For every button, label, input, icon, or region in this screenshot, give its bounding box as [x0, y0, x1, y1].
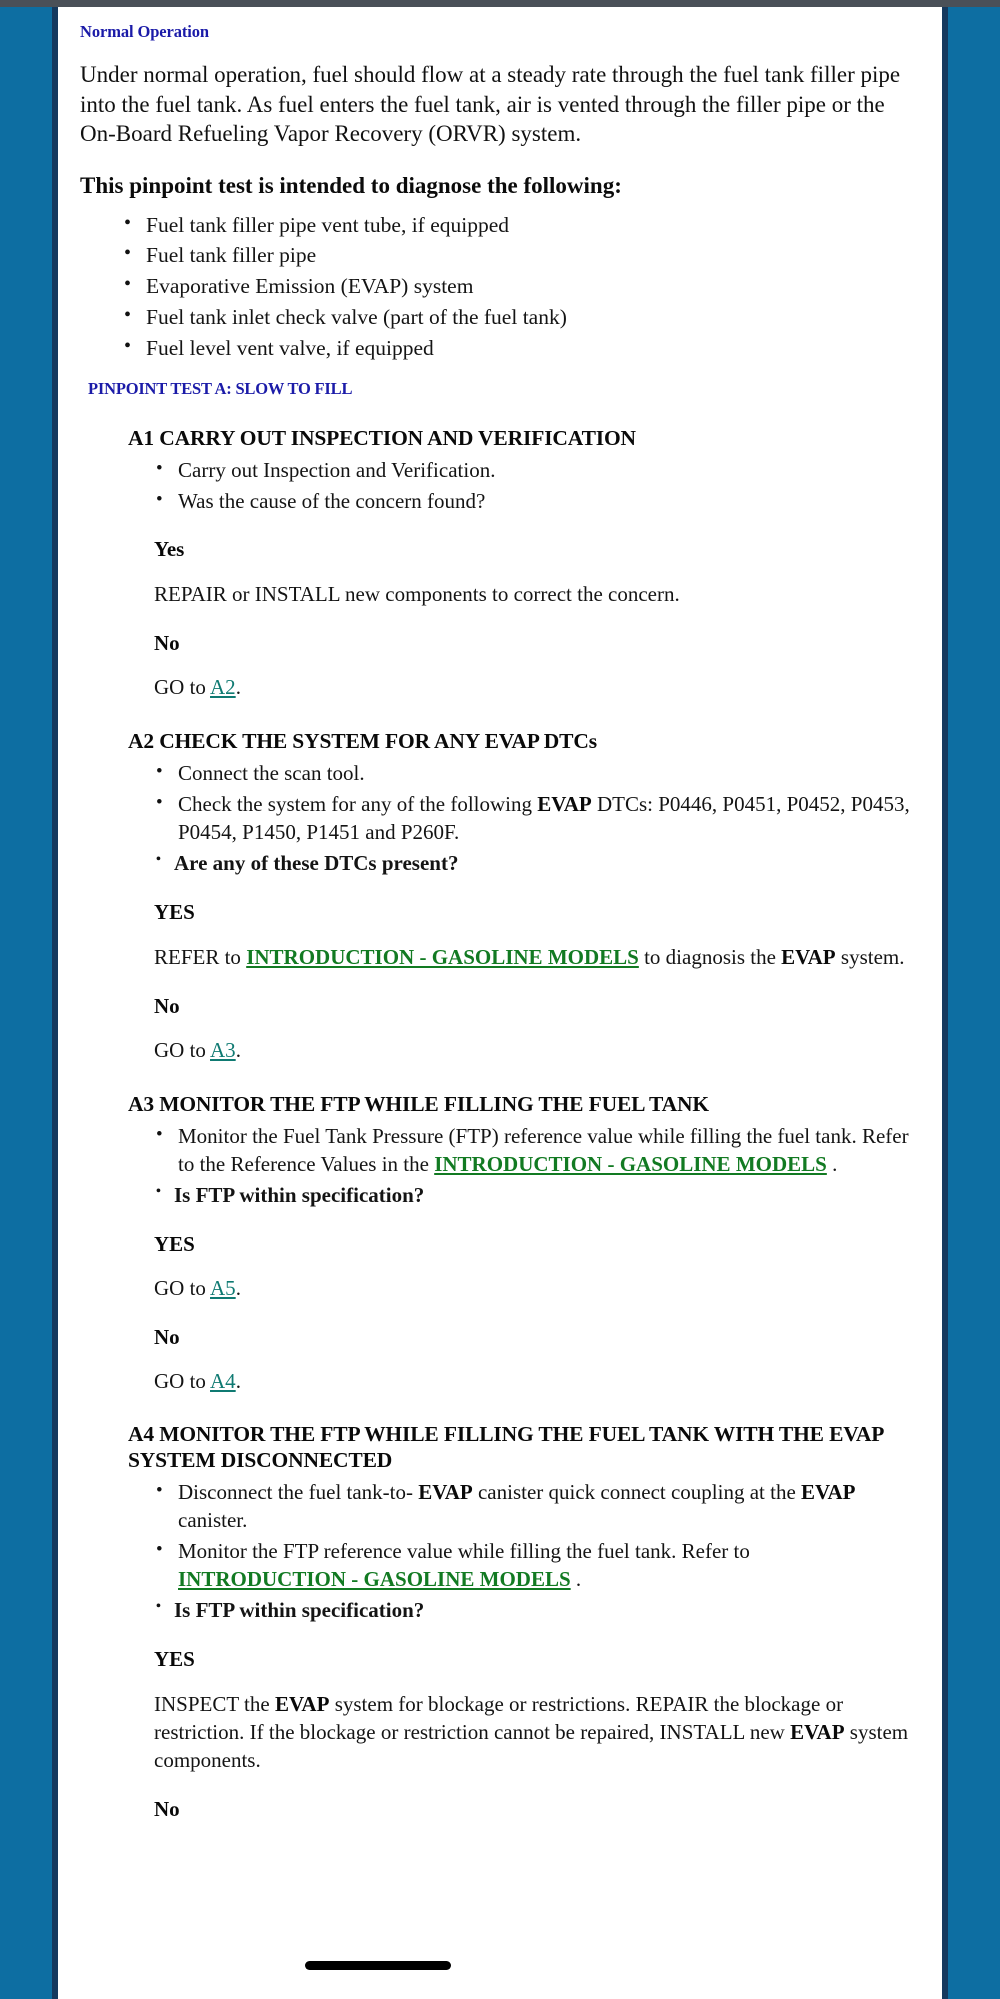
goto-link-a4[interactable]: A4: [210, 1368, 236, 1393]
goto-prefix: GO to: [154, 1037, 211, 1062]
answer-label-yes-a2: YES: [154, 899, 195, 924]
question-item: • Are any of these DTCs present?: [156, 850, 920, 878]
goto-prefix: GO to: [154, 1368, 211, 1393]
inspect-pre: INSPECT the: [154, 1692, 275, 1717]
bullet-text-pre: Disconnect the fuel tank-to-: [178, 1480, 419, 1505]
list-item: • Fuel tank filler pipe vent tube, if equipped: [124, 211, 920, 240]
goto-suffix: .: [235, 1368, 241, 1393]
goto-prefix: GO to: [154, 1275, 211, 1300]
goto-link-a3[interactable]: A3: [210, 1037, 236, 1062]
goto-suffix: .: [235, 675, 241, 700]
answer-text-no-a1: [154, 674, 920, 702]
list-item: • Fuel level vent valve, if equipped: [124, 334, 920, 363]
inspect-mid: system for blockage or restrictions. REPAIR the blockage or restriction. If the blockage or restriction cannot be repaired, INSTALL new: [154, 1692, 844, 1744]
goto-link-a2[interactable]: A2: [210, 675, 236, 700]
step-bullets-a3: [128, 1123, 920, 1210]
intro-paragraph: Under normal operation, fuel should flow at a steady rate through the fuel tank filler pipe into the fuel tank. As fuel enters the fuel tank, air is vented through the filler pipe or the On-Board Refueling Vapor Recovery (ORVR) system.: [80, 62, 901, 147]
bullet-text-post: .: [570, 1567, 582, 1592]
list-item: • Fuel tank filler pipe: [124, 241, 920, 270]
step-bullets-a1: [128, 457, 920, 516]
bullet-text-post: .: [826, 1151, 838, 1176]
answer-text-yes-a1: REPAIR or INSTALL new components to correct the concern.: [154, 582, 680, 607]
term-evap: EVAP: [801, 1480, 856, 1505]
list-item: • Evaporative Emission (EVAP) system: [124, 272, 920, 301]
goto-suffix: .: [235, 1275, 241, 1300]
bullet-text-pre: Monitor the Fuel Tank Pressure (FTP) reference value while filling the fuel tank. Refer to the Reference Values in the: [178, 1123, 909, 1176]
term-evap: EVAP: [537, 792, 592, 817]
step-bullets-a4: [128, 1479, 920, 1625]
list-item: • Was the cause of the concern found?: [156, 488, 920, 516]
refer-prefix: REFER to: [154, 944, 247, 969]
answer-text-no-a3: [154, 1368, 920, 1396]
bullet-text-post: DTCs: P0446, P0451, P0452, P0453, P0454, P1450, P1451 and P260F.: [178, 792, 910, 845]
step-block-a2: [128, 728, 920, 1065]
bullet-text-mid: canister quick connect coupling at the: [472, 1480, 802, 1505]
pinpoint-test-heading: PINPOINT TEST A: SLOW TO FILL: [88, 378, 353, 398]
step-title-a1: A1 CARRY OUT INSPECTION AND VERIFICATION: [128, 425, 636, 450]
list-item: • Fuel tank inlet check valve (part of the fuel tank): [124, 303, 920, 332]
inspect-post: system components.: [154, 1719, 909, 1772]
browser-chrome-strip: [0, 0, 1000, 7]
goto-suffix: .: [235, 1037, 241, 1062]
term-evap: EVAP: [418, 1480, 473, 1505]
horizontal-scrollbar-thumb[interactable]: [305, 1961, 451, 1970]
step-title-a4: A4 MONITOR THE FTP WHILE FILLING THE FUEL TANK WITH THE EVAP SYSTEM DISCONNECTED: [128, 1422, 884, 1473]
ref-link-introduction-gasoline-models[interactable]: INTRODUCTION - GASOLINE MODELS: [178, 1567, 571, 1592]
bullet-text-pre: Monitor the FTP reference value while filling the fuel tank. Refer to: [178, 1539, 750, 1564]
answer-label-no-a1: No: [154, 631, 180, 656]
list-item: [156, 1123, 920, 1179]
answer-label-no-a3: No: [154, 1324, 180, 1349]
step-block-a3: [128, 1091, 920, 1396]
list-item: • Carry out Inspection and Verification.: [156, 457, 920, 485]
term-evap: EVAP: [790, 1719, 845, 1744]
term-evap: EVAP: [274, 1692, 330, 1717]
step-bullets-a2: [128, 760, 920, 878]
goto-link-a5[interactable]: A5: [210, 1275, 236, 1300]
refer-post: system.: [835, 944, 905, 969]
answer-label-no-a2: No: [154, 993, 180, 1018]
question-item: • Is FTP within specification?: [156, 1182, 920, 1210]
answer-label-no-a4: No: [154, 1796, 180, 1821]
term-evap: EVAP: [781, 944, 836, 969]
list-item: [156, 791, 920, 847]
answer-label-yes-a1: Yes: [154, 537, 185, 562]
bullet-text-post: canister.: [178, 1508, 248, 1533]
answer-text-yes-a3: [154, 1275, 920, 1303]
step-block-a1: [128, 425, 920, 703]
ref-link-introduction-gasoline-models[interactable]: INTRODUCTION - GASOLINE MODELS: [434, 1151, 827, 1176]
question-item: • Is FTP within specification?: [156, 1597, 920, 1625]
diagnose-intro: This pinpoint test is intended to diagnose the following:: [80, 172, 622, 198]
step-title-a3: A3 MONITOR THE FTP WHILE FILLING THE FUEL TANK: [128, 1091, 709, 1116]
step-title-a2: A2 CHECK THE SYSTEM FOR ANY EVAP DTCs: [128, 729, 597, 754]
list-item: [156, 1479, 920, 1535]
answer-text-yes-a2: [154, 944, 920, 972]
list-item: • Connect the scan tool.: [156, 760, 920, 788]
answer-text-yes-a4: [154, 1691, 920, 1775]
document-page: [58, 7, 942, 1999]
answer-label-yes-a3: YES: [154, 1231, 195, 1256]
ref-link-introduction-gasoline-models[interactable]: INTRODUCTION - GASOLINE MODELS: [246, 944, 639, 969]
diagnose-list: [80, 211, 920, 363]
goto-prefix: GO to: [154, 675, 211, 700]
list-item: [156, 1538, 920, 1594]
answer-label-yes-a4: YES: [154, 1647, 195, 1672]
answer-text-no-a2: [154, 1037, 920, 1065]
section-heading: Normal Operation: [80, 22, 210, 41]
step-block-a4: [128, 1421, 920, 1821]
page-right-rule: [942, 7, 948, 1999]
bullet-text-pre: Check the system for any of the following: [178, 792, 538, 817]
refer-mid: to diagnosis the: [638, 944, 782, 969]
